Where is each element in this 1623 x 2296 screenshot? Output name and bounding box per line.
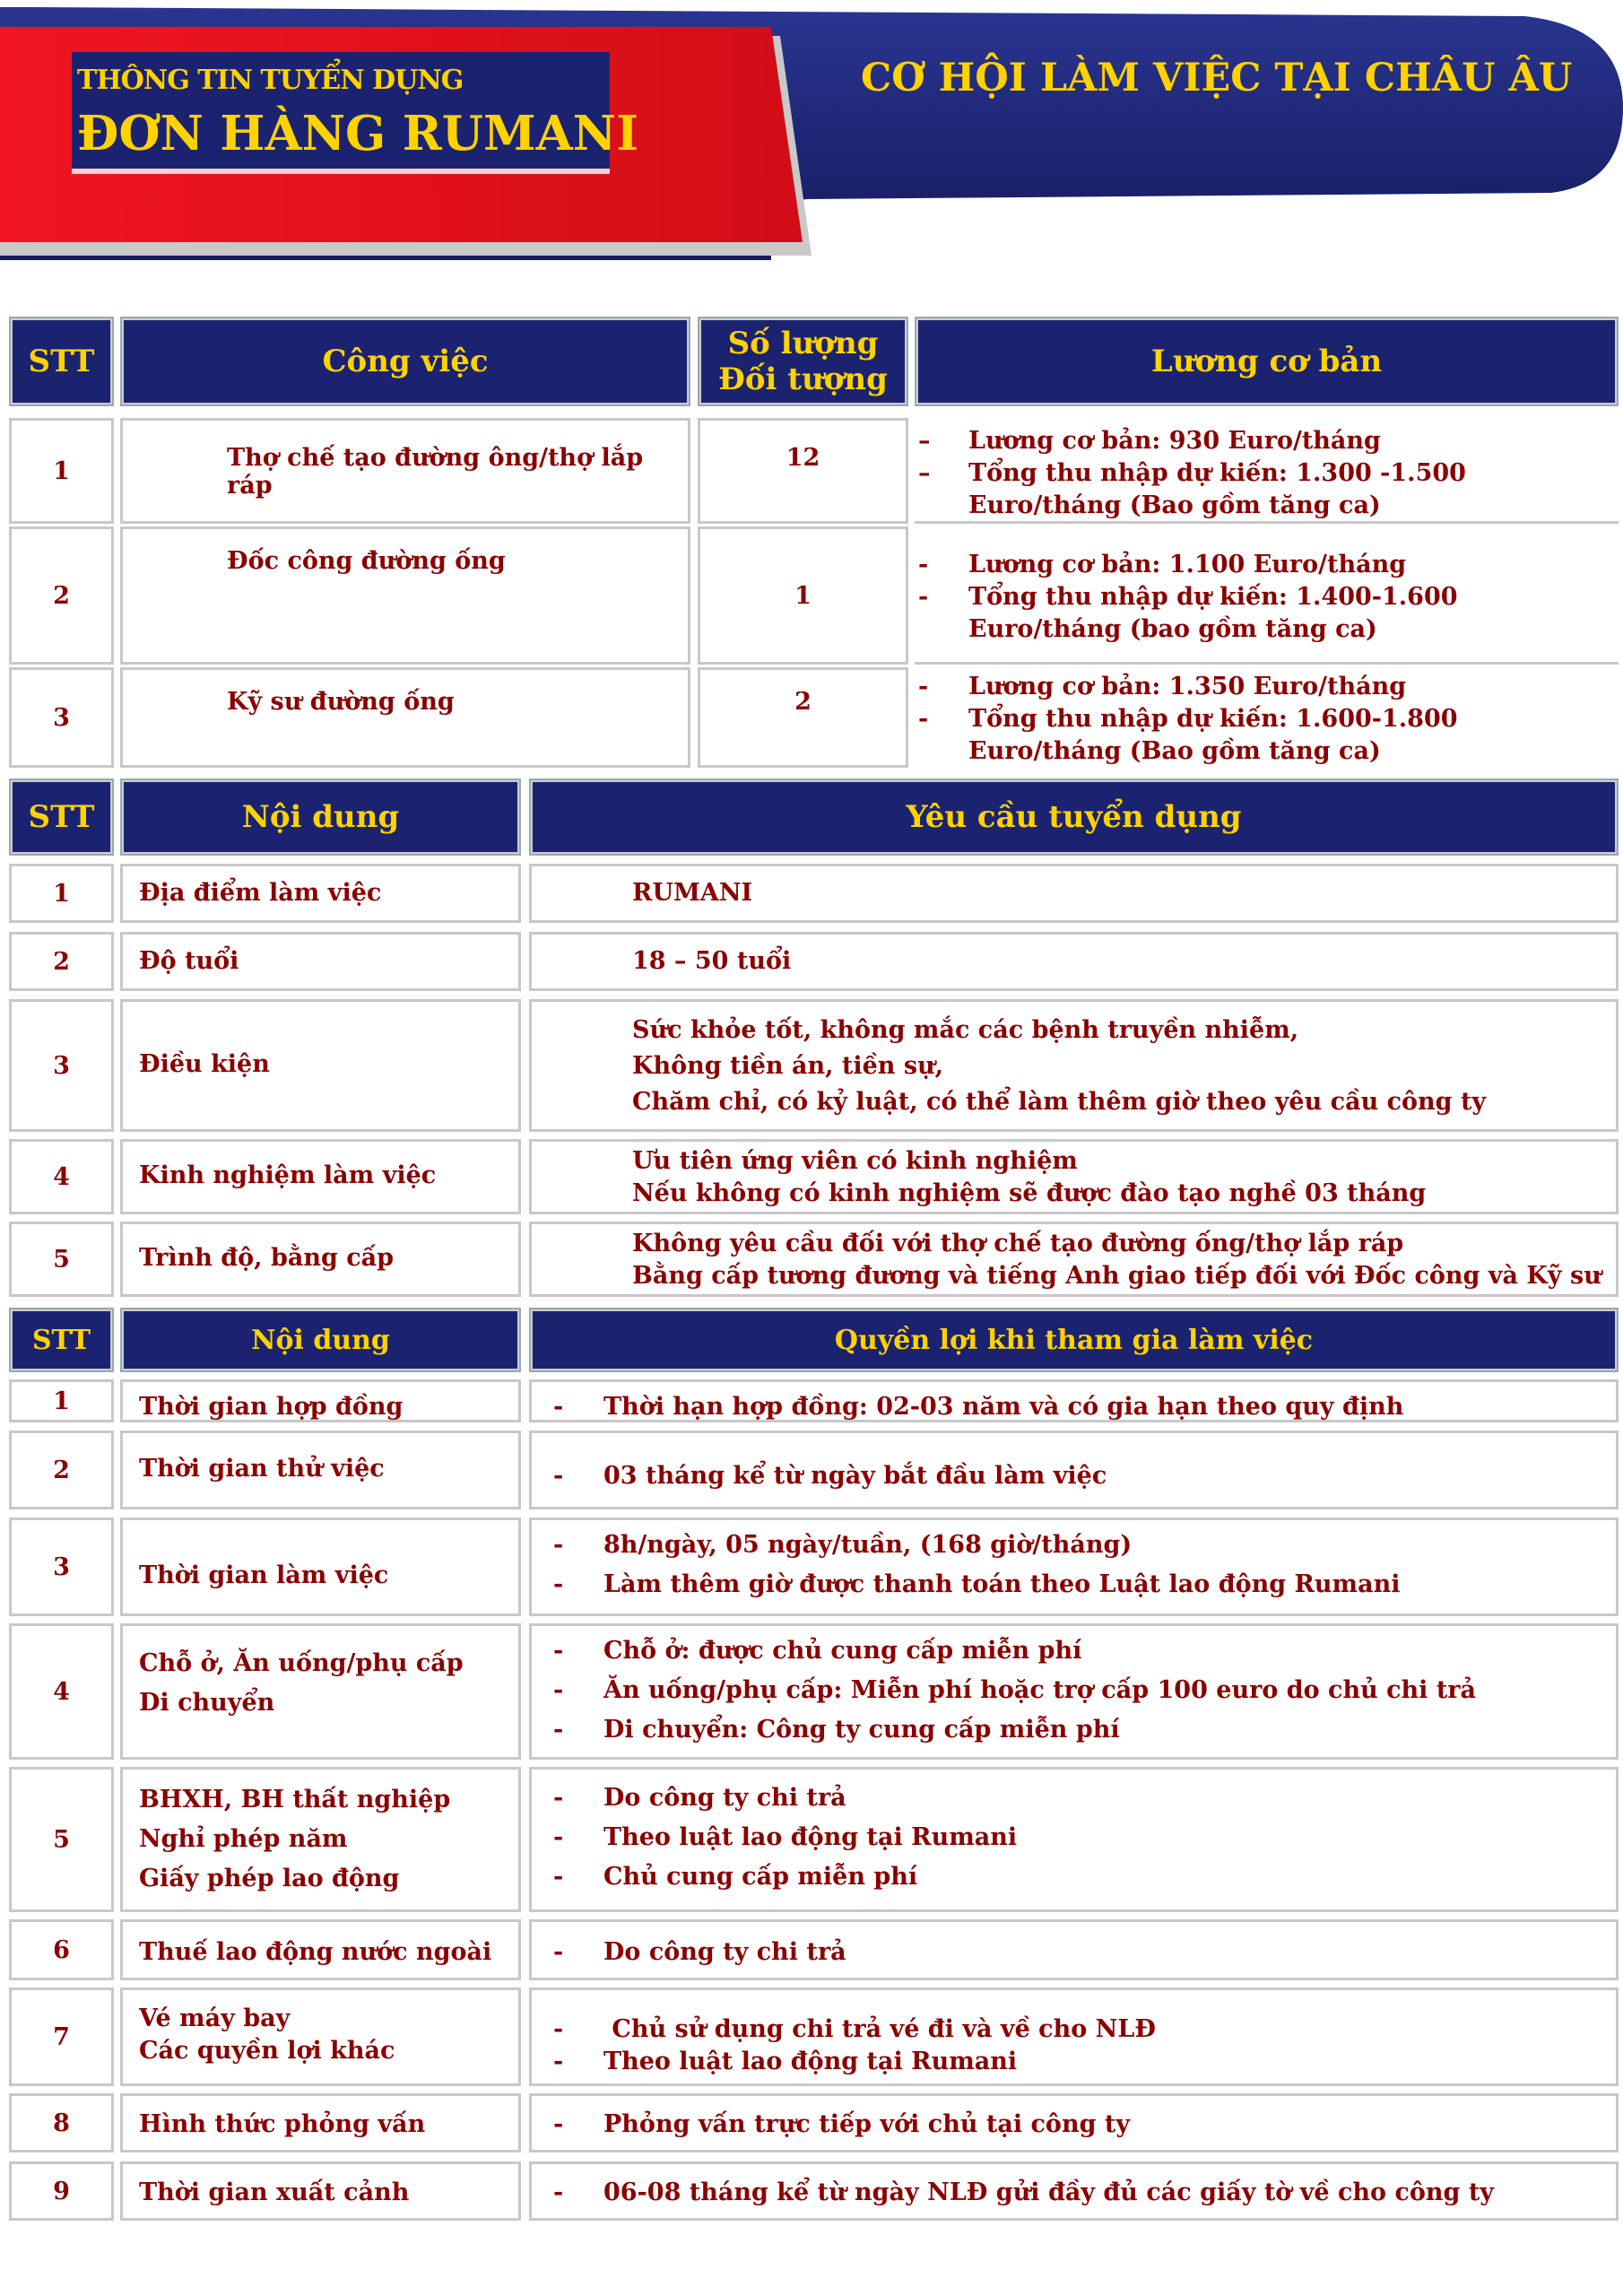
job-title: Thợ chế tạo đường ông/thợ lắp ráp (227, 444, 644, 500)
table-row-benefit (529, 1767, 1619, 1912)
benefit-line: Chủ cung cấp miễn phí (603, 1863, 918, 1891)
table-row-content (120, 1379, 521, 1422)
table-row-job (120, 667, 690, 768)
row-number: 6 (53, 1935, 70, 1964)
bullet-dash: - (553, 1393, 564, 1421)
benefit-header-content: Nội dung (120, 1308, 521, 1372)
table-row-requirement (529, 1139, 1619, 1214)
benefit-line: Chỗ ở: được chủ cung cấp miễn phí (603, 1637, 1082, 1665)
benefit-line: Theo luật lao động tại Rumani (603, 1823, 1018, 1851)
table-row-benefit (529, 1623, 1619, 1760)
job-count: 2 (794, 688, 812, 716)
table-row-salary: – Lương cơ bản: 930 Euro/tháng – Tổng thu nhập dự kiến: 1.300 -1.500 Euro/tháng (Bao gồm tăng ca) (915, 418, 1619, 524)
salary-line: Tổng thu nhập dự kiến: 1.400-1.600 Euro/tháng (bao gồm tăng ca) (968, 583, 1458, 643)
table-row-job (120, 526, 690, 665)
benefit-line: Chủ sử dụng chi trả vé đi và về cho NLĐ (603, 2015, 1156, 2043)
jobs-header-job: Công việc (120, 317, 690, 406)
row-number: 2 (53, 581, 70, 610)
table-row-content (120, 1987, 521, 2086)
table-row-stt (9, 1431, 114, 1509)
table-row-stt (9, 999, 114, 1132)
bullet-dash: - (553, 2110, 564, 2138)
table-row-stt (9, 1222, 114, 1297)
row-number: 1 (53, 457, 70, 485)
content-label: Giấy phép lao động (139, 1865, 400, 1892)
row-number: 2 (53, 947, 70, 976)
table-row-benefit (529, 1431, 1619, 1509)
content-label: Vé máy bay (139, 2005, 291, 2032)
requirement-line: Không tiền án, tiền sự, (632, 1052, 944, 1080)
table-row-stt (9, 1767, 114, 1912)
content-label: Thời gian xuất cảnh (139, 2179, 410, 2206)
content-label: Thời gian thử việc (139, 1455, 385, 1483)
content-label: Điều kiện (139, 1050, 270, 1078)
table-row-benefit (529, 2161, 1619, 2221)
row-number: 7 (53, 2022, 70, 2051)
row-number: 3 (53, 1051, 70, 1080)
bullet-dash: - (553, 1676, 564, 1704)
bullet-dash: - (553, 1716, 564, 1744)
row-number: 4 (53, 1677, 70, 1706)
benefit-line: Ăn uống/phụ cấp: Miễn phí hoặc trợ cấp 100 euro do chủ chi trả (603, 1676, 1477, 1704)
benefit-header-benefit: Quyền lợi khi tham gia làm việc (529, 1308, 1619, 1372)
bullet-dash: - (553, 1637, 564, 1665)
requirement-line: Không yêu cầu đối với thợ chế tạo đường ống/thợ lắp ráp (632, 1230, 1404, 1257)
content-label: BHXH, BH thất nghiệp (139, 1786, 451, 1813)
table-row-content (120, 1222, 521, 1297)
bullet-dash: - (553, 1531, 564, 1559)
benefit-line: Do công ty chi trả (603, 1784, 846, 1812)
bullet-dash: - (553, 2179, 564, 2206)
table-row-count (698, 667, 908, 768)
row-number: 5 (53, 1245, 70, 1274)
salary-line: Tổng thu nhập dự kiến: 1.600-1.800 Euro/tháng (Bao gồm tăng ca) (968, 705, 1458, 765)
bullet-dash: - (553, 2015, 564, 2043)
salary-line: Tổng thu nhập dự kiến: 1.300 -1.500 Euro/tháng (Bao gồm tăng ca) (968, 459, 1466, 519)
table-row-stt (9, 1139, 114, 1214)
req-header-requirement: Yêu cầu tuyển dụng (529, 778, 1619, 856)
table-row-salary: - Lương cơ bản: 1.100 Euro/tháng - Tổng thu nhập dự kiến: 1.400-1.600 Euro/tháng (bao gồm tăng ca) (915, 526, 1619, 665)
job-count: 12 (785, 444, 820, 472)
bullet-dash: - (553, 1863, 564, 1891)
salary-line: Lương cơ bản: 1.100 Euro/tháng (968, 551, 1407, 578)
benefit-line: Do công ty chi trả (603, 1938, 846, 1966)
benefit-line: Thời hạn hợp đồng: 02-03 năm và có gia hạn theo quy định (603, 1393, 1404, 1421)
benefit-line: 8h/ngày, 05 ngày/tuần, (168 giờ/tháng) (603, 1531, 1133, 1559)
table-row-content (120, 1767, 521, 1912)
banner-title: ĐƠN HÀNG RUMANI (77, 106, 639, 161)
bullet-dash: - (553, 2048, 564, 2075)
content-label: Địa điểm làm việc (139, 879, 382, 907)
table-row-benefit (529, 2093, 1619, 2152)
bullet-dash: - (553, 1570, 564, 1598)
table-row-benefit (529, 1919, 1619, 1980)
requirement-line: Sức khỏe tốt, không mắc các bệnh truyền nhiễm, (632, 1016, 1299, 1044)
row-number: 9 (53, 2177, 70, 2205)
table-row-stt (9, 932, 114, 991)
table-row-content (120, 1919, 521, 1980)
content-label: Chỗ ở, Ăn uống/phụ cấp (139, 1649, 464, 1677)
table-row-content (120, 932, 521, 991)
salary-line: Lương cơ bản: 1.350 Euro/tháng (968, 673, 1407, 700)
content-label: Thuế lao động nước ngoài (139, 1938, 492, 1966)
bullet-dash: - (553, 1938, 564, 1966)
req-header-stt: STT (9, 778, 114, 856)
row-number: 3 (53, 1552, 70, 1581)
table-row-stt (9, 2161, 114, 2221)
jobs-header-stt: STT (9, 317, 114, 406)
row-number: 1 (53, 1387, 70, 1415)
table-row-content (120, 999, 521, 1132)
table-row-content (120, 864, 521, 923)
table-row-stt (9, 864, 114, 923)
table-row-stt (9, 418, 114, 524)
benefit-line: Làm thêm giờ được thanh toán theo Luật lao động Rumani (603, 1570, 1401, 1598)
header-banner (0, 0, 1623, 260)
table-row-content (120, 2093, 521, 2152)
content-label: Độ tuổi (139, 947, 239, 975)
table-row-benefit (529, 1379, 1619, 1422)
table-row-requirement (529, 932, 1619, 991)
table-row-requirement (529, 1222, 1619, 1297)
jobs-header-count-line1: Số lượng (727, 326, 879, 361)
table-row-count (698, 526, 908, 665)
table-row-content (120, 1139, 521, 1214)
jobs-header-salary: Lương cơ bản (915, 317, 1619, 406)
table-row-stt (9, 1919, 114, 1980)
requirement-line: 18 – 50 tuổi (632, 947, 792, 975)
table-row-content (120, 1623, 521, 1760)
row-number: 2 (53, 1456, 70, 1484)
table-row-content (120, 1431, 521, 1509)
table-row-requirement (529, 999, 1619, 1132)
requirement-line: Chăm chỉ, có kỷ luật, có thể làm thêm giờ theo yêu cầu công ty (632, 1088, 1487, 1116)
content-label: Thời gian làm việc (139, 1561, 389, 1589)
table-row-requirement (529, 864, 1619, 923)
row-number: 4 (53, 1162, 70, 1191)
table-row-stt (9, 667, 114, 768)
banner-subtitle: THÔNG TIN TUYỂN DỤNG (77, 65, 464, 96)
benefit-line: Phỏng vấn trực tiếp với chủ tại công ty (603, 2110, 1131, 2138)
table-row-benefit (529, 1518, 1619, 1616)
table-row-stt (9, 1518, 114, 1616)
bullet-dash: - (553, 1784, 564, 1812)
table-row-stt (9, 1987, 114, 2086)
table-row-stt (9, 526, 114, 665)
requirement-line: RUMANI (632, 879, 753, 907)
benefit-line: Di chuyển: Công ty cung cấp miễn phí (603, 1716, 1120, 1744)
table-row-stt (9, 2093, 114, 2152)
banner-right-title: CƠ HỘI LÀM VIỆC TẠI CHÂU ÂU (861, 56, 1573, 100)
table-row-benefit (529, 1987, 1619, 2086)
table-row-stt (9, 1623, 114, 1760)
row-number: 8 (53, 2109, 70, 2137)
table-row-count (698, 418, 908, 524)
row-number: 5 (53, 1825, 70, 1854)
job-count: 1 (794, 581, 812, 610)
content-label: Di chuyển (139, 1689, 275, 1717)
content-label: Trình độ, bằng cấp (139, 1244, 395, 1272)
content-label: Thời gian hợp đồng (139, 1393, 404, 1421)
requirement-line: Ưu tiên ứng viên có kinh nghiệm (632, 1147, 1078, 1175)
table-row-salary: - Lương cơ bản: 1.350 Euro/tháng - Tổng thu nhập dự kiến: 1.600-1.800 Euro/tháng (Bao gồm tăng ca) (918, 673, 1458, 765)
jobs-header-count (698, 317, 908, 406)
table-row-job (120, 418, 690, 524)
bullet-dash: - (553, 1462, 564, 1490)
table-row-content (120, 1518, 521, 1616)
requirement-line: Nếu không có kinh nghiệm sẽ được đào tạo nghề 03 tháng (632, 1179, 1427, 1207)
table-row-content (120, 2161, 521, 2221)
benefit-line: Theo luật lao động tại Rumani (603, 2048, 1018, 2075)
table-row-stt (9, 1379, 114, 1422)
requirement-line: Bằng cấp tương đương và tiếng Anh giao tiếp đối với Đốc công và Kỹ sư (632, 1262, 1601, 1290)
content-label: Hình thức phỏng vấn (139, 2110, 426, 2138)
job-title: Đốc công đường ống (227, 547, 506, 575)
content-label: Nghỉ phép năm (139, 1825, 348, 1853)
benefit-line: 03 tháng kể từ ngày bắt đầu làm việc (603, 1462, 1107, 1490)
content-label: Kinh nghiệm làm việc (139, 1161, 437, 1189)
row-number: 1 (53, 879, 70, 908)
job-title: Kỹ sư đường ống (227, 688, 455, 716)
benefit-header-stt: STT (9, 1308, 114, 1372)
req-header-content: Nội dung (120, 778, 521, 856)
bullet-dash: - (553, 1823, 564, 1851)
salary-line: Lương cơ bản: 930 Euro/tháng (968, 427, 1381, 455)
benefit-line: 06-08 tháng kể từ ngày NLĐ gửi đầy đủ các giấy tờ về cho công ty (603, 2179, 1494, 2206)
content-label: Các quyền lợi khác (139, 2037, 395, 2065)
jobs-header-count-line2: Đối tượng (718, 361, 888, 397)
row-number: 3 (53, 703, 70, 732)
